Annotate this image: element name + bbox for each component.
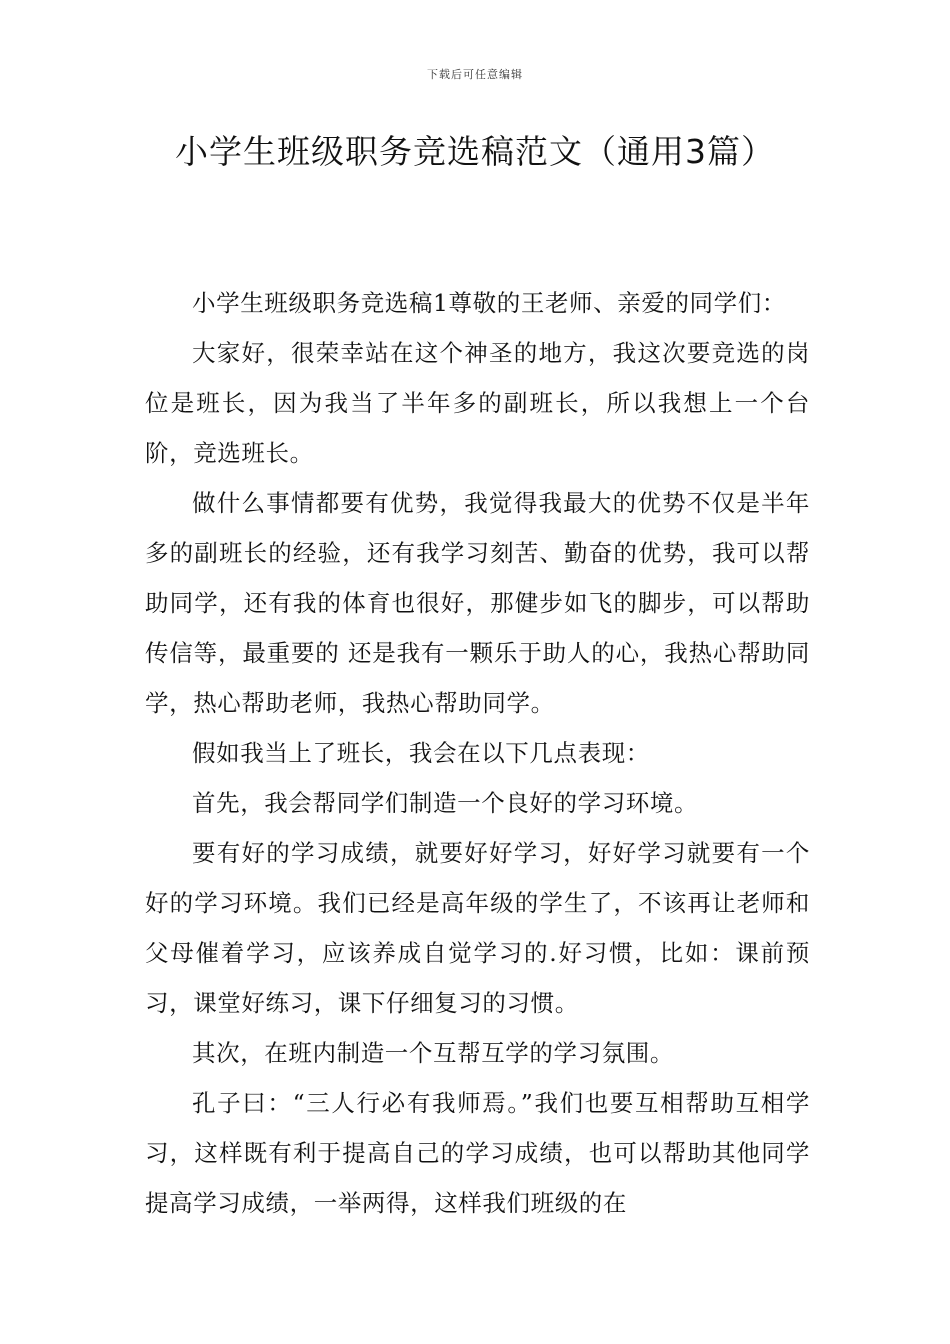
page-header-note: 下载后可任意编辑 [427, 68, 523, 81]
paragraph-intro: 大家好，很荣幸站在这个神圣的地方，我这次要竞选的岗位是班长，因为我当了半年多的副班长，所以我想上一个台阶，竞选班长。 [145, 339, 810, 467]
paragraph-first-point: 首先，我会帮同学们制造一个良好的学习环境。 [192, 789, 699, 817]
paragraph-second-point: 其次，在班内制造一个互帮互学的学习氛围。 [192, 1039, 674, 1067]
paragraph-plan-intro: 假如我当上了班长，我会在以下几点表现： [192, 739, 650, 767]
paragraph-greeting: 小学生班级职务竞选稿1尊敬的王老师、亲爱的同学们： [192, 289, 786, 317]
paragraph-mutual-help: 孔子曰：“三人行必有我师焉。”我们也要互相帮助互相学习，这样既有利于提高自己的学习成绩，也可以帮助其他同学提高学习成绩，一举两得，这样我们班级的在 [145, 1089, 810, 1217]
document-title: 小学生班级职务竞选稿范文（通用3篇） [175, 132, 775, 171]
paragraph-study-environment: 要有好的学习成绩，就要好好学习，好好学习就要有一个好的学习环境。我们已经是高年级的学生了，不该再让老师和父母催着学习，应该养成自觉学习的.好习惯，比如：课前预习，课堂好练习，课下仔细复习的习惯。 [145, 839, 810, 1017]
document-body [145, 278, 810, 1228]
paragraph-advantages: 做什么事情都要有优势，我觉得我最大的优势不仅是半年多的副班长的经验，还有我学习刻苦、勤奋的优势，我可以帮助同学，还有我的体育也很好，那健步如飞的脚步，可以帮助传信等，最重要的 还是我有一颗乐于助人的心，我热心帮助同学，热心帮助老师，我热心帮助同学。 [145, 489, 810, 717]
